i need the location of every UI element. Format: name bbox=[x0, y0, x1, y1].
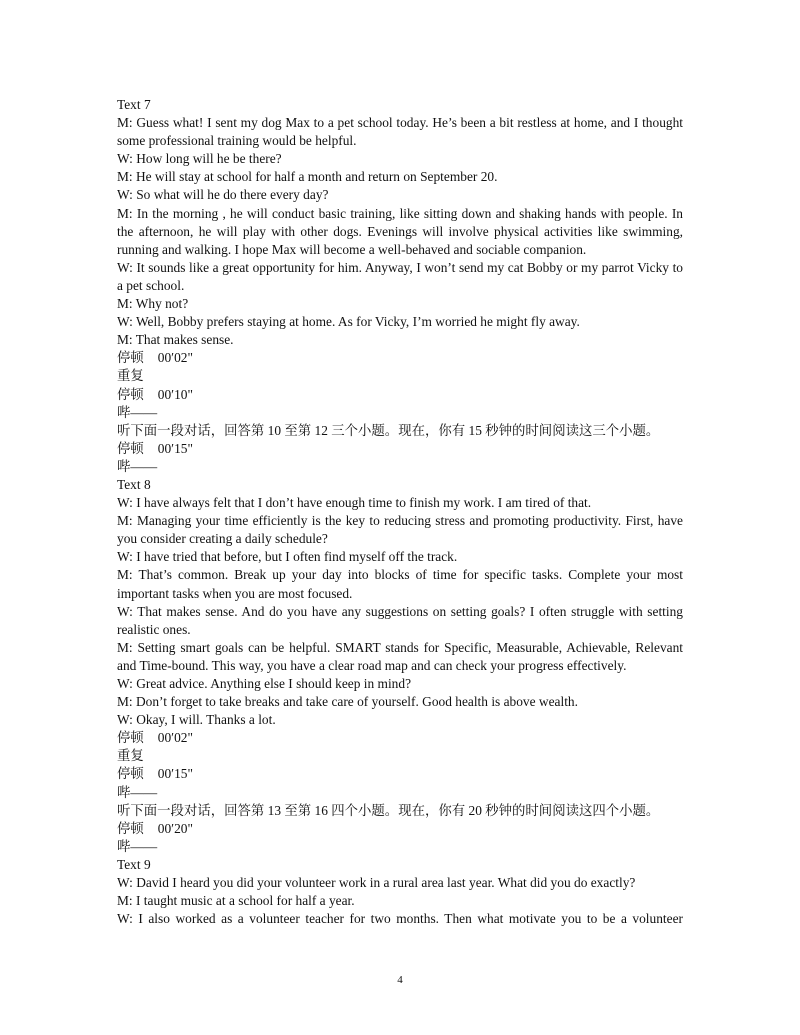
transcript-line: M: In the morning , he will conduct basic training, like sitting down and shaking hands with people. In the afternoon, he will play with other dogs. Evenings will involve physical activities like swimming, running and walking. I hope Max will become a well-behaved and sociable companion. bbox=[117, 205, 683, 257]
transcript-line: M: Guess what! I sent my dog Max to a pet school today. He’s been a bit restless at home, and I thought some professional training would be helpful. bbox=[117, 115, 683, 149]
transcript-line: W: It sounds like a great opportunity for him. Anyway, I won’t send my cat Bobby or my parrot Vicky to a pet school. bbox=[117, 259, 683, 293]
pause-time: 00′20" bbox=[157, 820, 193, 836]
transcript-line: M: Managing your time efficiently is the key to reducing stress and promoting productivity. First, have you consider creating a daily schedule? bbox=[117, 513, 683, 547]
transcript-line: M: He will stay at school for half a month and return on September 20. bbox=[117, 169, 498, 185]
pause-instruction bbox=[117, 729, 683, 747]
transcript-line: 哔—— bbox=[117, 784, 158, 800]
transcript-body bbox=[117, 96, 683, 928]
pause-instruction bbox=[117, 386, 683, 404]
transcript-line: W: So what will he do there every day? bbox=[117, 187, 329, 203]
transcript-line: 哔—— bbox=[117, 838, 158, 854]
transcript-line: W: Great advice. Anything else I should keep in mind? bbox=[117, 676, 412, 691]
transcript-line: M: Why not? bbox=[117, 296, 189, 312]
transcript-line: Text 7 bbox=[117, 97, 151, 112]
transcript-line: 听下面一段对话，回答第 10 至第 12 三个小题。现在，你有 15 秒钟的时间阅读这三个小题。 bbox=[117, 422, 660, 438]
transcript-line: W: Well, Bobby prefers staying at home. As for Vicky, I’m worried he might fly away. bbox=[117, 314, 580, 330]
pause-label: 停顿 bbox=[117, 440, 144, 456]
transcript-line: 哔—— bbox=[117, 404, 158, 420]
transcript-line: 重复 bbox=[117, 748, 144, 764]
pause-instruction bbox=[117, 820, 683, 838]
transcript-line: M: I taught music at a school for half a year. bbox=[117, 893, 355, 909]
transcript-line: 哔—— bbox=[117, 458, 158, 474]
pause-label: 停顿 bbox=[117, 766, 144, 782]
transcript-line: W: Okay, I will. Thanks a lot. bbox=[117, 712, 276, 728]
transcript-line: W: That makes sense. And do you have any suggestions on setting goals? I often struggle with setting realistic ones. bbox=[117, 603, 683, 637]
page-number: 4 bbox=[397, 974, 403, 986]
transcript-line: Text 9 bbox=[117, 856, 151, 872]
transcript-line: W: How long will he be there? bbox=[117, 151, 282, 167]
pause-time: 00′02" bbox=[157, 350, 193, 366]
transcript-line: M: That makes sense. bbox=[117, 332, 234, 348]
transcript-line: M: That’s common. Break up your day into blocks of time for specific tasks. Complete your most important tasks when you are most focused. bbox=[117, 567, 683, 601]
pause-label: 停顿 bbox=[117, 820, 144, 836]
pause-instruction bbox=[117, 765, 683, 783]
transcript-line: W: I also worked as a volunteer teacher for two months. Then what motivate you to be a volunteer bbox=[117, 911, 683, 927]
pause-label: 停顿 bbox=[117, 386, 144, 402]
pause-label: 停顿 bbox=[117, 730, 144, 746]
transcript-line: M: Setting smart goals can be helpful. SMART stands for Specific, Measurable, Achievable, Relevant and Time-bound. This way, you have a clear road map and can check your progress effectively. bbox=[117, 639, 683, 673]
transcript-line: W: I have always felt that I don’t have enough time to finish my work. I am tired of that. bbox=[117, 495, 592, 511]
transcript-line: M: Don’t forget to take breaks and take care of yourself. Good health is above wealth. bbox=[117, 694, 578, 710]
pause-time: 00′10" bbox=[157, 386, 193, 402]
pause-time: 00′15" bbox=[157, 440, 193, 456]
transcript-line: 听下面一段对话，回答第 13 至第 16 四个小题。现在，你有 20 秒钟的时间阅读这四个小题。 bbox=[117, 802, 660, 818]
transcript-line: 重复 bbox=[117, 368, 144, 384]
pause-time: 00′02" bbox=[157, 730, 193, 746]
transcript-line: W: David I heard you did your volunteer work in a rural area last year. What did you do exactly? bbox=[117, 875, 636, 891]
transcript-line: Text 8 bbox=[117, 476, 151, 492]
pause-label: 停顿 bbox=[117, 350, 144, 366]
pause-instruction bbox=[117, 349, 683, 367]
pause-instruction bbox=[117, 440, 683, 458]
pause-time: 00′15" bbox=[157, 766, 193, 782]
transcript-line: W: I have tried that before, but I often find myself off the track. bbox=[117, 549, 458, 565]
